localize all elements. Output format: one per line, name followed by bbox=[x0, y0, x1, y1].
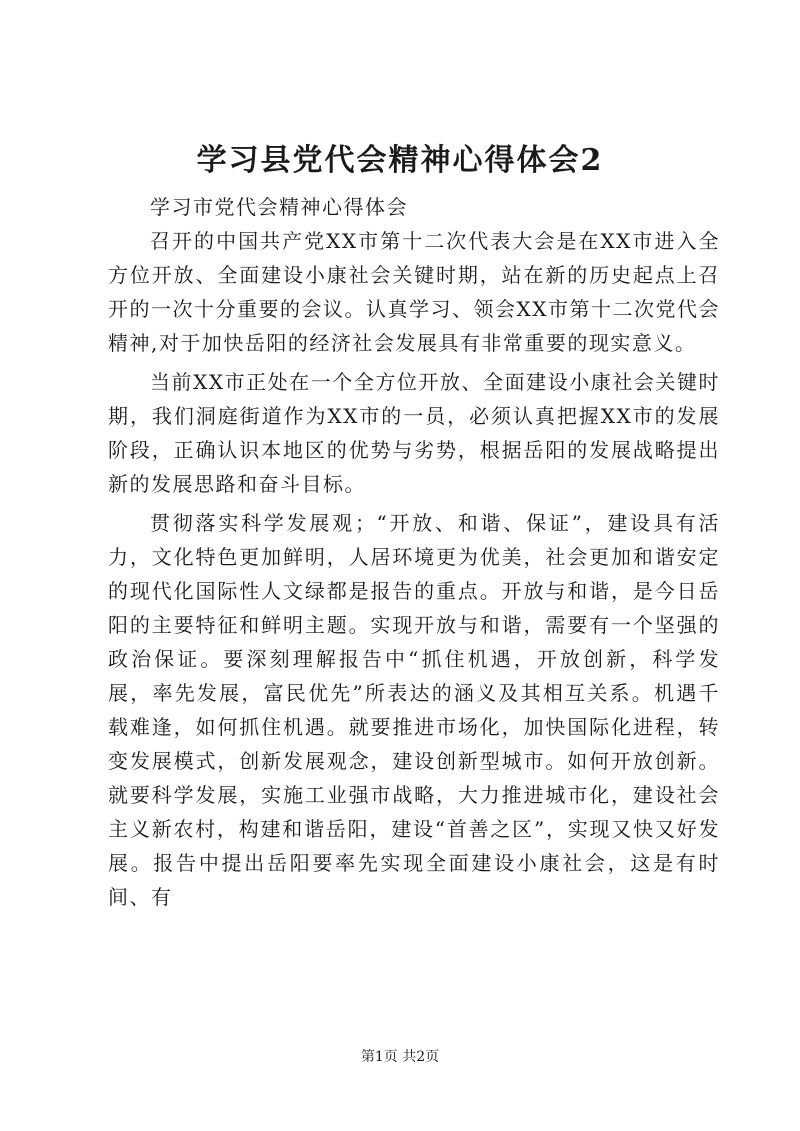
paragraph-3: 贯彻落实科学发展观；“开放、和谐、保证”，建设具有活力，文化特色更加鲜明，人居环境更为优美，社会更加和谐安定的现代化国际性人文绿都是报告的重点。开放与和谐，是今日岳阳的主要特征和鲜明主题。实现开放与和谐，需要有一个坚强的政治保证。要深刻理解报告中“抓住机遇，开放创新，科学发展，率先发展，富民优先”所表达的涵义及其相互关系。机遇千载难逢，如何抓住机遇。就要推进市场化，加快国际化进程，转变发展模式，创新发展观念，建设创新型城市。如何开放创新。就要科学发展，实施工业强市战略，大力推进城市化，建设社会主义新农村，构建和谐岳阳，建设“首善之区”，实现又快又好发展。报告中提出岳阳要率先实现全面建设小康社会，这是有时间、有 bbox=[108, 511, 720, 909]
document-title: 学习县党代会精神心得体会2 bbox=[196, 143, 604, 178]
page-footer: 第1页 共2页 bbox=[360, 1049, 440, 1065]
document-body bbox=[108, 190, 720, 914]
paragraph-2: 当前XX市正处在一个全方位开放、全面建设小康社会关键时期，我们洞庭街道作为XX市的一员，必须认真把握XX市的发展阶段，正确认识本地区的优势与劣势，根据岳阳的发展战略提出新的发展思路和奋斗目标。 bbox=[108, 370, 720, 496]
paragraph-1: 召开的中国共产党XX市第十二次代表大会是在XX市进入全方位开放、全面建设小康社会关键时期，站在新的历史起点上召开的一次十分重要的会议。认真学习、领会XX市第十二次党代会精神,对于加快岳阳的经济社会发展具有非常重要的现实意义。 bbox=[108, 229, 720, 355]
document-subtitle: 学习市党代会精神心得体会 bbox=[150, 195, 408, 219]
